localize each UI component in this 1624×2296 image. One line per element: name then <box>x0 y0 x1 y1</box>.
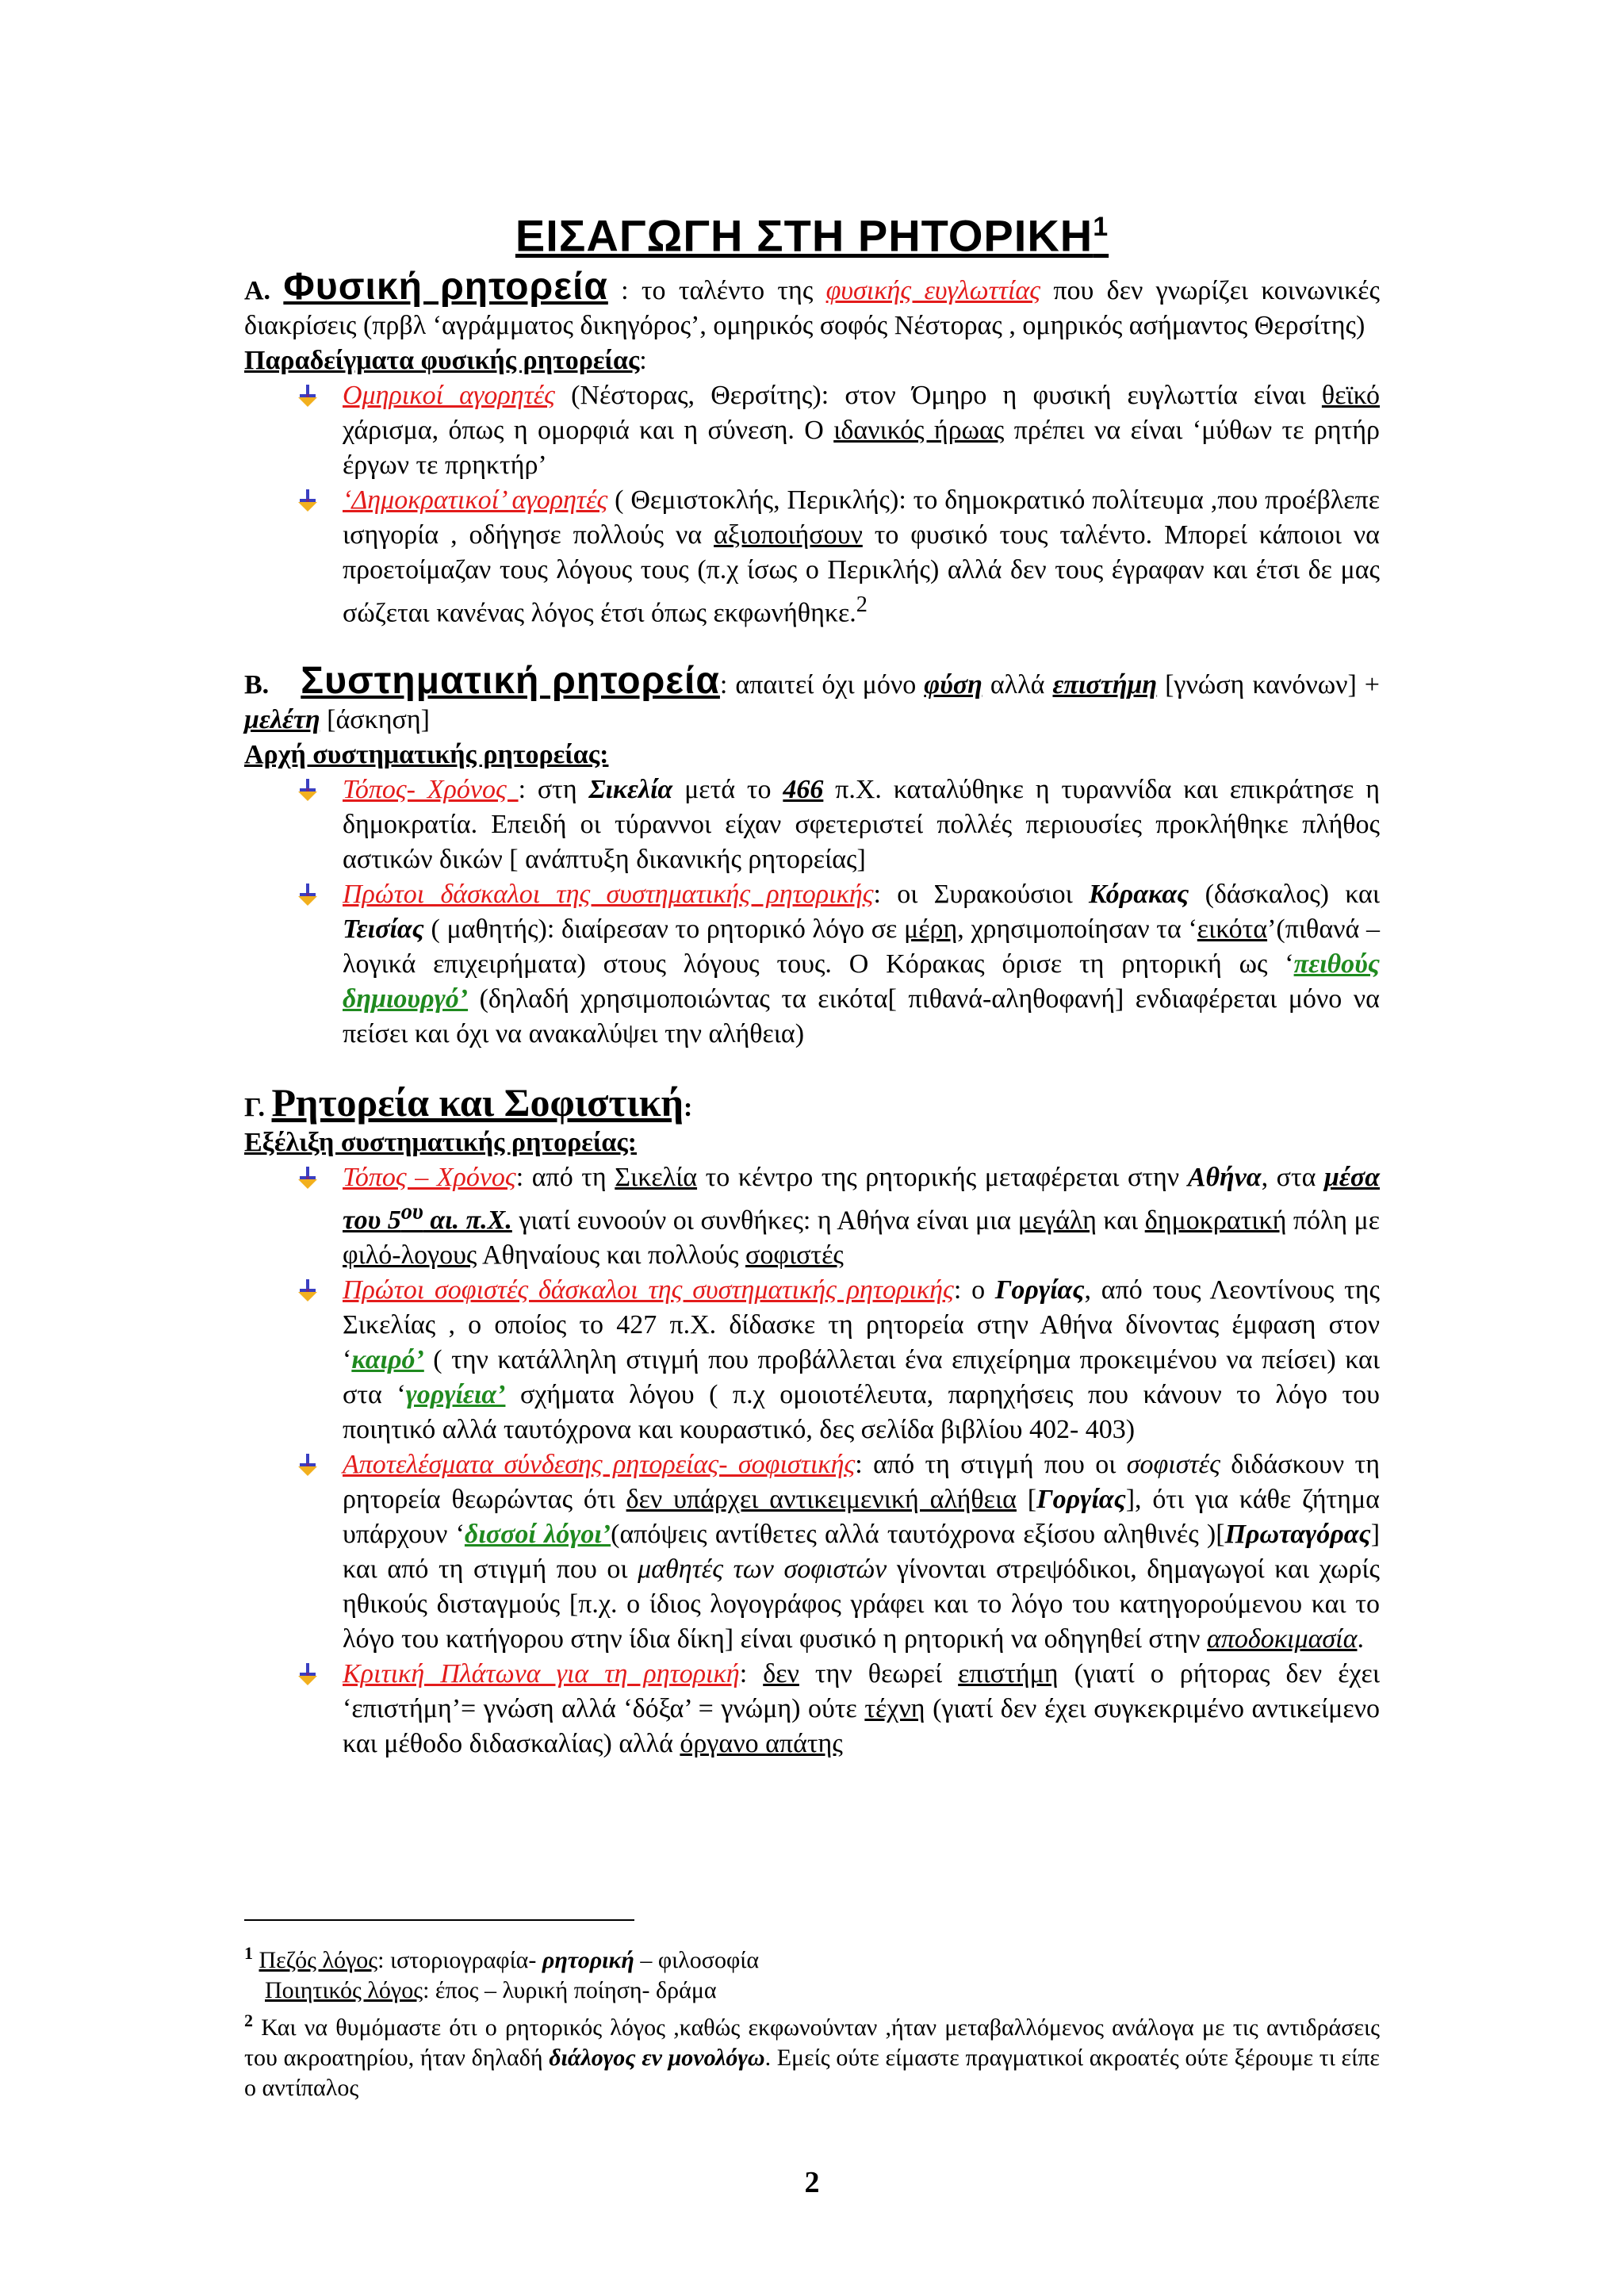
term: Ομηρικοί αγορητές <box>343 380 555 410</box>
term: μέσα του 5 <box>343 1162 1381 1236</box>
term: ‘Δημοκρατικοί’ αγορητές <box>343 485 608 515</box>
list-item <box>343 1447 1380 1657</box>
text: : έπος – λυρική ποίηση- δράμα <box>423 1977 717 2003</box>
section-b-intro <box>244 659 1380 738</box>
text: εικότα <box>1197 914 1268 944</box>
term: φυσικής ευγλωττίας <box>825 275 1041 305</box>
text: : ιστοριογραφία- <box>377 1947 542 1973</box>
list-item <box>343 1657 1380 1761</box>
text: (Νέστορας, Θερσίτης): στον Όμηρο η φυσική ευγλωττία είναι <box>554 380 1322 410</box>
key-term: καιρό’ <box>351 1345 424 1375</box>
footnote-2 <box>244 2006 1380 2103</box>
text: [γνώση κανόνων] + <box>1157 669 1380 700</box>
text: πρέπει να είναι ‘μύθων τε ρητήρ έργων τε πρηκτήρ’ <box>343 415 1380 480</box>
term: Γοργίας <box>1036 1485 1126 1515</box>
arrow-bullet-icon <box>295 882 320 907</box>
list-item <box>343 772 1380 877</box>
term: μελέτη <box>244 704 320 734</box>
term: Τόπος- Χρόνος <box>343 774 519 804</box>
text: χάρισμα, όπως η ομορφιά και η σύνεση. Ο <box>343 415 834 445</box>
arrow-bullet-icon <box>295 383 320 408</box>
main-content <box>244 198 1380 1761</box>
text: : <box>639 345 647 375</box>
text: σχήματα λόγου ( π.χ ομοιοτέλευτα, παρηχήσεις που κάνουν το λόγο του ποιητικό αλλά ταυτόχρονα και κουραστικό, δες σελίδα βιβλίου 402- 403) <box>343 1380 1380 1445</box>
page-title <box>244 198 1380 265</box>
term: Τεισίας <box>343 914 424 944</box>
text: ( μαθητής): διαίρεσαν το ρητορικό λόγο σε <box>423 914 904 944</box>
text: : ο <box>953 1275 995 1305</box>
text: Αθηναίους και πολλούς <box>477 1240 745 1271</box>
section-a-letter: Α. <box>244 275 271 305</box>
text: διδάσκουν τη ρητορεία θεωρώντας ότι <box>343 1450 1380 1515</box>
text: . Εμείς ούτε είμαστε πραγματικοί ακροατές ούτε ξέρουμε τι είπε ο αντίπαλος <box>244 2045 1380 2101</box>
text: : στη <box>518 774 589 804</box>
text: φιλό-λογους <box>343 1240 477 1271</box>
text: ’(πιθανά – λογικά επιχειρήματα) στους λόγους τους. Ο Κόρακας όρισε τη ρητορική ως ‘ <box>343 914 1381 979</box>
text: : από τη <box>515 1162 615 1192</box>
subheading-text: Παραδείγματα φυσικής ρητορείας <box>244 345 640 375</box>
superscript: ου <box>400 1199 423 1225</box>
title-text: ΕΙΣΑΓΩΓΗ ΣΤΗ ΡΗΤΟΡΙΚΗ <box>515 210 1094 261</box>
section-c-list <box>244 1160 1380 1761</box>
text: τέχνη <box>864 1694 925 1724</box>
section-c-intro <box>244 1079 1380 1125</box>
text: μεγάλη <box>1017 1205 1097 1236</box>
text: : <box>684 1092 693 1122</box>
term: 466 <box>783 774 824 804</box>
arrow-bullet-icon <box>295 1662 320 1687</box>
term: Κριτική Πλάτωνα για τη ρητορική <box>343 1659 740 1689</box>
section-a-subheading <box>244 343 1380 378</box>
text: το κέντρο της ρητορικής μεταφέρεται στην <box>697 1162 1188 1192</box>
text: ], ότι για κάθε ζήτημα υπάρχουν ‘ <box>343 1485 1380 1550</box>
text: και <box>1096 1205 1145 1236</box>
section-b-subheading <box>244 738 1380 772</box>
key-term: πειθούς δημιουργό’ <box>343 949 1380 1014</box>
text: σοφιστές <box>1126 1450 1220 1480</box>
text: γιατί ευνοούν οι συνθήκες: η Αθήνα είναι μια <box>511 1205 1018 1236</box>
footnote-1-line-2 <box>244 1976 1380 2006</box>
section-c-heading: Ρητορεία και Σοφιστική <box>271 1079 684 1125</box>
text: την θεωρεί <box>799 1659 959 1689</box>
term: Κόρακας <box>1089 879 1189 909</box>
text: , από τους Λεοντίνους της Σικελίας , ο οποίος το 427 π.Χ. δίδασκε τη ρητορεία στην Αθήνα δίνοντας έμφαση στον ‘ <box>343 1275 1381 1375</box>
text: ιδανικός ήρωας <box>833 415 1005 445</box>
text: αποδοκιμασία <box>1207 1624 1358 1654</box>
footnotes <box>244 1919 1380 2103</box>
text: δημοκρατική <box>1144 1205 1287 1236</box>
term: Γοργίας <box>994 1275 1085 1305</box>
key-term: γοργίεια’ <box>405 1380 506 1410</box>
text: : οι Συρακούσιοι <box>873 879 1090 909</box>
key-term: δισσοί λόγοι’ <box>464 1520 611 1550</box>
text: αλλά <box>982 669 1053 700</box>
title-footnote-ref[interactable]: 1 <box>1093 212 1109 242</box>
text: : το ταλέντο της <box>607 275 826 305</box>
text: θεϊκό <box>1321 380 1381 410</box>
term: Πρωταγόρας <box>1224 1520 1371 1550</box>
text: πόλη με <box>1286 1205 1381 1236</box>
text: . <box>1357 1624 1364 1654</box>
text: [άσκηση] <box>320 704 430 734</box>
text: διάλογος εν μονολόγω <box>549 2045 765 2071</box>
text: μετά το <box>672 774 783 804</box>
section-a-intro <box>244 265 1381 343</box>
term: Πρώτοι σοφιστές δάσκαλοι της συστηματικής ρητορικής <box>343 1275 954 1305</box>
text: μαθητές των σοφιστών <box>638 1554 887 1585</box>
text: Πεζός λόγος <box>259 1947 378 1973</box>
text: – φιλοσοφία <box>634 1947 760 1973</box>
list-item <box>343 378 1380 483</box>
text: μέρη <box>904 914 958 944</box>
text: Και να θυμόμαστε ότι ο ρητορικός λόγος ,καθώς εκφωνούνταν ,ήταν μεταβαλλόμενος ανάλογα με τις αντιδράσεις του ακροατηρίου, ήταν δηλαδή <box>244 2014 1380 2071</box>
section-b-list <box>244 772 1380 1052</box>
text: Ποιητικός λόγος <box>265 1977 423 2003</box>
text: ( την κατάλληλη στιγμή που προβάλλεται ένα επιχείρημα προκειμένου να πείσει) και στα ‘ <box>343 1345 1380 1410</box>
term: επιστήμη <box>1052 669 1158 700</box>
section-a-list <box>244 378 1380 631</box>
text: [ <box>1016 1485 1037 1515</box>
text: Σικελία <box>615 1162 698 1192</box>
footnote-ref-2[interactable]: 2 <box>856 592 868 617</box>
term: Τόπος – Χρόνος <box>343 1162 516 1192</box>
text: (δάσκαλος) και <box>1189 879 1381 909</box>
arrow-bullet-icon <box>295 488 320 513</box>
section-b-letter: Β. <box>244 669 270 700</box>
term: Αθήνα <box>1187 1162 1262 1192</box>
text: αξιοποιήσουν <box>714 519 863 550</box>
text: (γιατί δεν έχει συγκεκριμένο αντικείμενο και μέθοδο διδασκαλίας) αλλά <box>343 1694 1380 1759</box>
list-item <box>343 483 1380 631</box>
arrow-bullet-icon <box>295 1452 320 1478</box>
text: δεν <box>763 1659 799 1689</box>
text: ] και από τη στιγμή που οι <box>343 1520 1381 1585</box>
section-a-heading: Φυσική ρητορεία <box>283 265 608 308</box>
text: (απόψεις αντίθετες αλλά ταυτόχρονα εξίσου αληθινές )[ <box>611 1520 1225 1550</box>
term: Σικελία <box>588 774 673 804</box>
arrow-bullet-icon <box>295 1278 320 1303</box>
term: αι. π.Χ. <box>423 1205 512 1236</box>
text: (δηλαδή χρησιμοποιώντας τα εικότα[ πιθανά-αληθοφανή] ενδιαφέρεται μόνο να πείσει και όχι να ανακαλύψει την αλήθεια) <box>343 983 1380 1048</box>
footnote-number: 1 <box>244 1943 253 1963</box>
arrow-bullet-icon <box>295 777 320 803</box>
subheading-text: Αρχή συστηματικής ρητορείας: <box>244 739 609 769</box>
text: : <box>739 1659 764 1689</box>
term: Πρώτοι δάσκαλοι της συστηματικής ρητορικής <box>343 879 874 909</box>
text: : από τη στιγμή που οι <box>855 1450 1127 1480</box>
text: (γιατί ο ρήτορας δεν έχει ‘επιστήμη’= γνώση αλλά ‘δόξα’ = γνώμη) ούτε <box>343 1659 1380 1724</box>
text: π.Χ. καταλύθηκε η τυραννίδα και επικράτησε η δημοκρατία. Επειδή οι τύραννοι είχαν σφετεριστεί πολλές περιουσίες προκλήθηκε πλήθος αστικών δικών [ ανάπτυξη δικανικής ρητορείας] <box>343 774 1380 874</box>
list-item <box>343 1273 1380 1447</box>
text: που δεν γνωρίζει κοινωνικές διακρίσεις (πρβλ ‘αγράμματος δικηγόρος’, ομηρικός σοφός Νέστορας , ομηρικός ασήμαντος Θερσίτης) <box>244 275 1381 340</box>
text: , χρησιμοποίησαν τα ‘ <box>957 914 1197 944</box>
section-c-subheading <box>244 1125 1380 1160</box>
text: γίνονται στρεψόδικοι, δημαγωγοί και χωρίς ηθικούς δισταγμούς [π.χ. ο ίδιος λογογράφος γράφει και το λόγο του κατηγορούμενου και το λόγο του κατήγορου στην ίδια δίκη] είναι φυσικό η ρητορική να οδηγηθεί στην <box>343 1554 1381 1654</box>
text: , στα <box>1261 1162 1325 1192</box>
text: δεν υπάρχει αντικειμενική αλήθεια <box>626 1485 1017 1515</box>
section-c-letter: Γ. <box>244 1092 266 1122</box>
list-item <box>343 1160 1380 1273</box>
term: Αποτελέσματα σύνδεσης ρητορείας- σοφιστικής <box>343 1450 856 1480</box>
page-number: 2 <box>804 2166 820 2199</box>
text: το φυσικό τους ταλέντο. Μπορεί κάποιοι να προετοίμαζαν τους λόγους τους (π.χ ίσως ο Περικλής) αλλά δεν τους έγραφαν και έτσι δε μας σώζεται κανένας λόγος έτσι όπως εκφωνήθηκε. <box>343 519 1380 627</box>
term: φύση <box>924 669 982 700</box>
text: ( Θεμιστοκλής, Περικλής): το δημοκρατικό πολίτευμα ,που προέβλεπε ισηγορία , οδήγησε πολλούς να <box>343 485 1380 550</box>
footnote-number: 2 <box>244 2010 253 2030</box>
text: όργανο απάτης <box>680 1729 843 1759</box>
list-item <box>343 877 1380 1052</box>
subheading-text: Εξέλιξη συστηματικής ρητορείας: <box>244 1127 638 1157</box>
text: : απαιτεί όχι μόνο <box>719 669 925 700</box>
section-b-heading: Συστηματική ρητορεία <box>301 659 720 702</box>
text: ρητορική <box>542 1947 634 1973</box>
arrow-bullet-icon <box>295 1165 320 1190</box>
text: σοφιστές <box>745 1240 844 1271</box>
footnote-separator <box>244 1919 634 1921</box>
text: επιστήμη <box>958 1659 1059 1689</box>
footnote-1 <box>244 1938 1380 1976</box>
